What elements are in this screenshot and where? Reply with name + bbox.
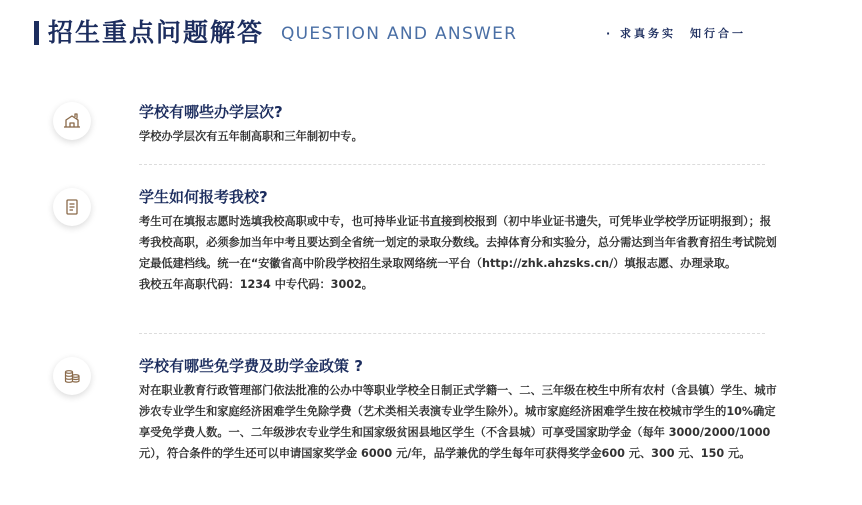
page-subtitle: QUESTION AND ANSWER xyxy=(281,24,518,44)
school-motto: · 求真务实 知行合一 xyxy=(606,27,747,40)
divider xyxy=(139,164,765,165)
faq-answer-paragraph: 对在职业教育行政管理部门依法批准的公办中等职业学校全日制正式学籍一、二、三年级在校生中所有农村（含县镇）学生、城市涉农专业学生和家庭经济困难学生免除学费（艺术类相关表演专业学生除外）。城市家庭经济困难学生按在校城市学生的10%确定享受免学费人数。一、二年级涉农专业学生和国家级贫困县地区学生（不含县城）可享受国家助学金（每年 3000/2000/1000 元），符合条件的学生还可以申请国家奖学金 6000 元/年，品学兼优的学生每年可获得奖学金600 元、300 元、150 元。 xyxy=(139,384,777,460)
faq-answer xyxy=(139,211,779,295)
faq-answer-paragraph: 学校办学层次有五年制高职和三年制初中专。 xyxy=(139,130,363,143)
divider xyxy=(139,333,765,334)
document-icon xyxy=(53,188,91,226)
faq-answer xyxy=(139,380,779,464)
page-title: 招生重点问题解答 xyxy=(48,18,265,47)
title-accent-bar xyxy=(34,21,39,45)
faq-answer-paragraph: 我校五年高职代码：1234 中专代码：3002。 xyxy=(139,278,373,291)
coins-icon xyxy=(53,357,91,395)
faq-answer-paragraph: 考生可在填报志愿时选填我校高职或中专，也可持毕业证书直接到校报到（初中毕业证书遗失，可凭毕业学校学历证明报到）；报考我校高职，必须参加当年中考且要达到全省统一划定的录取分数线。去掉体育分和实验分，总分需达到当年省教育招生考试院划定最低建档线。统一在“安徽省高中阶段学校招生录取网络统一平台（http://zhk.ahzsks.cn/）填报志愿、办理录取。 xyxy=(139,215,777,270)
page-header xyxy=(34,16,834,50)
building-icon xyxy=(53,102,91,140)
faq-question: 学校有哪些办学层次? xyxy=(139,103,283,121)
faq-question: 学校有哪些免学费及助学金政策 ? xyxy=(139,357,363,375)
faq-question: 学生如何报考我校? xyxy=(139,188,268,206)
faq-answer xyxy=(139,126,779,147)
